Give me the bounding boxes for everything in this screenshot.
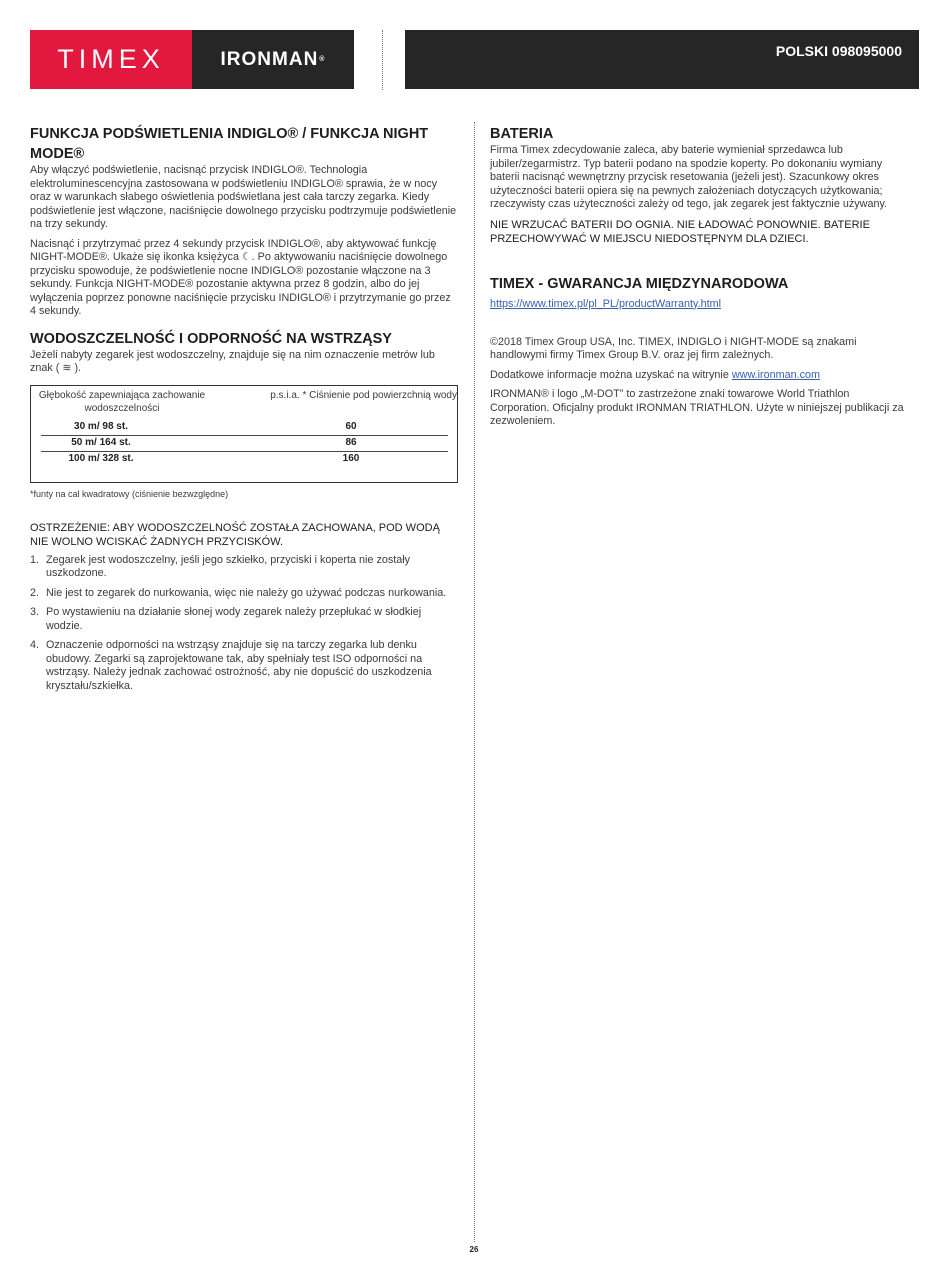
table-header-pressure: p.s.i.a. * Ciśnienie pod powierzchnią wody	[270, 389, 457, 401]
list-item-text: Nie jest to zegarek do nurkowania, więc nie należy go używać podczas nurkowania.	[46, 586, 447, 599]
timex-logo	[30, 30, 192, 89]
header-divider	[382, 30, 383, 90]
language-code: POLSKI 098095000	[775, 43, 902, 59]
list-item-number: 3.	[30, 606, 40, 618]
page-number: 26	[469, 1245, 479, 1254]
list-item	[30, 639, 458, 693]
water-resistance-table	[30, 385, 458, 483]
left-column	[30, 124, 458, 699]
list-item-text: Zegarek jest wodoszczelny, jeśli jego szkiełko, przyciski i koperta nie zostały uszkodzone.	[46, 553, 411, 579]
list-item-number: 1.	[30, 553, 40, 566]
warranty-title: TIMEX - GWARANCJA MIĘDZYNARODOWA	[490, 275, 789, 292]
ironman-logo	[192, 30, 354, 89]
battery-title: BATERIA	[490, 126, 554, 142]
indiglo-paragraph-1: Aby włączyć podświetlenie, nacisnąć przycisk INDIGLO®. Technologia elektroluminescencyjna zastosowana w podświetleniu INDIGLO® sprawia, że w nocy oraz w warunkach słabego oświetlenia podświetlana jest cała tarczy zegarka. Kiedy podświetlenie jest włączone, naciśnięcie dowolnego przycisku podtrzymuje podświetlenie na trzy sekundy.	[30, 164, 457, 230]
battery-paragraph: Firma Timex zdecydowanie zaleca, aby baterie wymieniał sprzedawca lub jubiler/zegarmistrz. Typ baterii podano na spodzie koperty. Po dokonaniu wymiany baterii nacisnąć wewnętrzny przycisk resetowania (jeżeli jest). Szacunkowy okres użyteczności baterii opiera się na pewnych założeniach dotyczących użytkowania; rzeczywisty czas użyteczności zależy od tego, jak zegarek jest faktycznie używany.	[490, 144, 888, 210]
table-row	[41, 420, 448, 436]
table-row	[41, 436, 448, 452]
battery-warning: NIE WRZUCAĆ BATERII DO OGNIA. NIE ŁADOWAĆ PONOWNIE. BATERIE PRZECHOWYWAĆ W MIEJSCU NIEDOSTĘPNYM DLA DZIECI.	[490, 218, 870, 245]
right-column	[490, 124, 910, 429]
water-resistance-title: WODOSZCZELNOŚĆ I ODPORNOŚĆ NA WSTRZĄSY	[30, 330, 392, 347]
indiglo-title: FUNKCJA PODŚWIETLENIA INDIGLO® / FUNKCJA NIGHT MODE®	[30, 126, 429, 162]
timex-logo-text: TIMEX	[57, 44, 165, 74]
water-resistance-intro: Jeżeli nabyty zegarek jest wodoszczelny, znajduje się na nim oznaczenie metrów lub znak ( ≋ ).	[30, 348, 435, 374]
water-list	[30, 554, 458, 694]
list-item-text: Oznaczenie odporności na wstrząsy znajduje się na tarczy zegarka lub denku obudowy. Zegarki są zaprojektowane tak, aby spełniały test ISO odporności na wstrząsy. Należy jednak zachować ostrożność, aby nie dopuścić do uszkodzenia kryształu/szkiełka.	[46, 639, 432, 692]
list-item	[30, 587, 458, 601]
table-cell-depth: 50 m/ 164 st.	[71, 436, 131, 448]
table-footnote: *funty na cal kwadratowy (ciśnienie bezwzględne)	[30, 488, 229, 499]
table-cell-psia: 60	[345, 420, 357, 432]
list-item-text: Po wystawieniu na działanie słonej wody zegarek należy przepłukać w słodkiej wodzie.	[46, 606, 422, 632]
table-row	[41, 452, 448, 468]
list-item-number: 4.	[30, 639, 40, 651]
table-cell-depth: 100 m/ 328 st.	[68, 452, 134, 464]
info-text-prefix: Dodatkowe informacje można uzyskać na witrynie	[490, 368, 732, 381]
list-item-number: 2.	[30, 586, 40, 599]
ironman-logo-reg: ®	[319, 56, 326, 63]
ironman-logo-text: IRONMAN	[220, 48, 319, 70]
column-divider	[474, 122, 475, 1242]
header-logos	[30, 30, 354, 89]
list-item	[30, 554, 458, 581]
warranty-link[interactable]: https://www.timex.pl/pl_PL/productWarranty.html	[490, 297, 722, 310]
water-warning: OSTRZEŻENIE: ABY WODOSZCZELNOŚĆ ZOSTAŁA ZACHOWANA, POD WODĄ NIE WOLNO WCISKAĆ ŻADNYCH PRZYCISKÓW.	[30, 521, 440, 548]
table-header-depth: Głębokość zapewniająca zachowanie wodoszczelności	[38, 389, 206, 414]
copyright-text: ©2018 Timex Group USA, Inc. TIMEX, INDIGLO i NIGHT-MODE są znakami handlowymi firmy Timex Group B.V. oraz jej firm zależnych.	[490, 335, 857, 361]
table-cell-depth: 30 m/ 98 st.	[74, 420, 128, 432]
table-cell-psia: 160	[342, 452, 360, 464]
list-item	[30, 606, 458, 633]
trademark-text: IRONMAN® i logo „M-DOT” to zastrzeżone znaki towarowe World Triathlon Corporation. Oficjalny produkt IRONMAN TRIATHLON. Użyte w niniejszej publikacji za zezwoleniem.	[490, 388, 904, 427]
ironman-link[interactable]: www.ironman.com	[731, 368, 821, 381]
info-text	[490, 369, 910, 383]
table-cell-psia: 86	[345, 436, 357, 448]
header-bar	[405, 30, 919, 89]
indiglo-paragraph-2: Nacisnąć i przytrzymać przez 4 sekundy przycisk INDIGLO®, aby aktywować funkcję NIGHT-MODE®. Ukaże się ikonka księżyca ☾. Po aktywowaniu naciśnięcie dowolnego przycisku spowoduje, że podświetlenie nocne INDIGLO® pozostanie włączone na 3 sekundy. Funkcja NIGHT-MODE® pozostanie aktywna przez 8 godzin, albo do jej wyłączenia poprzez ponowne naciśnięcie przycisku INDIGLO® i przytrzymanie go przez 4 sekundy.	[30, 237, 451, 317]
